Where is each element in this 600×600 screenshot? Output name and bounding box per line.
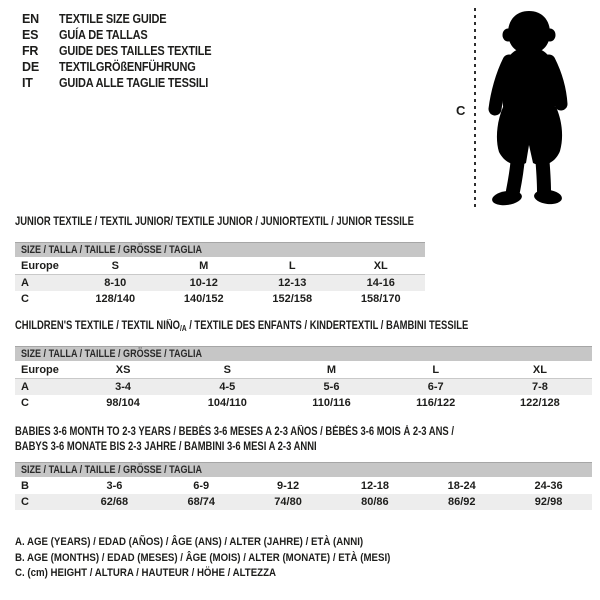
lang-title: GUÍA DE TALLAS (59, 28, 148, 42)
size-header-row: SIZE / TALLA / TAILLE / GRÖSSE / TAGLIA (15, 242, 425, 257)
junior-section-title: JUNIOR TEXTILE / TEXTIL JUNIOR/ TEXTILE JUNIOR / JUNIORTEXTIL / JUNIOR TESSILE (15, 216, 414, 228)
babies-section-title: BABIES 3-6 MONTH TO 2-3 YEARS / BEBÉS 3-6 MESES A 2-3 AÑOS / BÉBÉS 3-6 MOIS À 2-3 ANS / BABYS 3-6 MONATE BIS 2-3 JAHRE / BAMBINI 3-6 MESI A 2-3 ANNI (15, 426, 454, 453)
legend-line-b: B. AGE (MONTHS) / EDAD (MESES) / ÂGE (MOIS) / ALTER (MONATE) / ETÀ (MESI) (15, 551, 391, 564)
value-cell: 98/104 (106, 397, 140, 409)
size-cell: XL (373, 259, 388, 272)
lang-row-es (22, 27, 232, 43)
value-cell: 18-24 (447, 479, 476, 492)
row-label: C (21, 293, 29, 305)
lang-code: IT (22, 76, 33, 90)
value-cell: 10-12 (189, 277, 218, 289)
legend-line-a: A. AGE (YEARS) / EDAD (AÑOS) / ÂGE (ANS) / ALTER (JAHRE) / ETÀ (ANNI) (15, 536, 364, 548)
row-label: A (21, 277, 29, 289)
size-header-row: SIZE / TALLA / TAILLE / GRÖSSE / TAGLIA (15, 462, 592, 477)
value-cell: 140/152 (183, 293, 224, 305)
table-row-height (15, 395, 592, 411)
value-cell: 6-9 (193, 479, 210, 492)
table-row-age (15, 379, 592, 395)
table-row-height (15, 291, 425, 307)
value-cell: 9-12 (277, 479, 300, 492)
value-cell: 122/128 (520, 397, 560, 409)
measurement-legend (15, 535, 442, 582)
row-label: C (21, 496, 29, 508)
height-measure-dotted-line (474, 8, 476, 208)
value-cell: 6-7 (427, 381, 444, 393)
size-cell: S (223, 363, 231, 376)
row-label: Europe (21, 363, 59, 376)
value-cell: 12-18 (360, 479, 389, 492)
size-cell: XL (532, 363, 547, 376)
value-cell: 62/68 (100, 496, 129, 508)
value-cell: 3-6 (106, 479, 123, 492)
value-cell: 3-4 (115, 381, 132, 393)
value-cell: 24-36 (534, 479, 563, 492)
lang-title: TEXTILE SIZE GUIDE (59, 12, 167, 26)
lang-title: TEXTILGRÖßENFÜHRUNG (59, 60, 196, 74)
value-cell: 110/116 (312, 397, 351, 409)
baby-silhouette-icon (482, 7, 588, 209)
value-cell: 158/170 (360, 293, 401, 305)
size-cell: L (432, 363, 440, 376)
children-size-table (15, 346, 592, 411)
lang-row-de (22, 59, 232, 75)
value-cell: 116/122 (416, 397, 456, 409)
value-cell: 8-10 (104, 277, 127, 289)
babies-size-table (15, 462, 592, 510)
lang-row-it (22, 75, 232, 91)
size-cell: M (326, 363, 337, 376)
lang-code: FR (22, 44, 39, 58)
lang-row-fr (22, 43, 232, 59)
value-cell: 68/74 (187, 496, 215, 508)
value-cell: 5-6 (323, 381, 340, 393)
value-cell: 80/86 (361, 496, 389, 508)
table-row-region (15, 257, 425, 275)
value-cell: 92/98 (534, 496, 563, 508)
table-row-age-months (15, 477, 592, 494)
table-row-region (15, 361, 592, 379)
value-cell: 7-8 (531, 381, 548, 393)
language-title-list (22, 11, 232, 91)
size-header-row: SIZE / TALLA / TAILLE / GRÖSSE / TAGLIA (15, 346, 592, 361)
size-cell: L (288, 259, 296, 272)
row-label: Europe (21, 259, 59, 272)
value-cell: 14-16 (366, 277, 395, 289)
table-row-age (15, 275, 425, 291)
lang-title: GUIDE DES TAILLES TEXTILE (59, 44, 212, 58)
value-cell: 86/92 (447, 496, 476, 508)
value-cell: 128/140 (95, 293, 136, 305)
row-label: C (21, 397, 29, 409)
lang-code: EN (22, 12, 39, 26)
value-cell: 4-5 (219, 381, 236, 393)
value-cell: 152/158 (272, 293, 313, 305)
lang-title: GUIDA ALLE TAGLIE TESSILI (59, 76, 209, 90)
size-cell: S (111, 259, 119, 272)
title-subscript: /A (180, 324, 187, 333)
legend-line-c: C. (cm) HEIGHT / ALTURA / HAUTEUR / HÖHE / ALTEZZA (15, 567, 277, 579)
children-section-title: CHILDREN'S TEXTILE / TEXTIL NIÑO/A / TEXTILE DES ENFANTS / KINDERTEXTIL / BAMBINI TESSILE (15, 320, 469, 333)
row-label: B (21, 479, 29, 492)
table-row-height (15, 494, 592, 510)
lang-code: ES (22, 28, 39, 42)
size-cell: M (199, 259, 209, 272)
value-cell: 12-13 (278, 277, 307, 289)
junior-size-table (15, 242, 425, 307)
lang-code: DE (22, 60, 39, 74)
lang-row-en (22, 11, 232, 27)
value-cell: 74/80 (274, 496, 302, 508)
height-measure-label: C (456, 103, 466, 118)
row-label: A (21, 381, 29, 393)
value-cell: 104/110 (207, 397, 247, 409)
size-cell: XS (115, 363, 131, 376)
